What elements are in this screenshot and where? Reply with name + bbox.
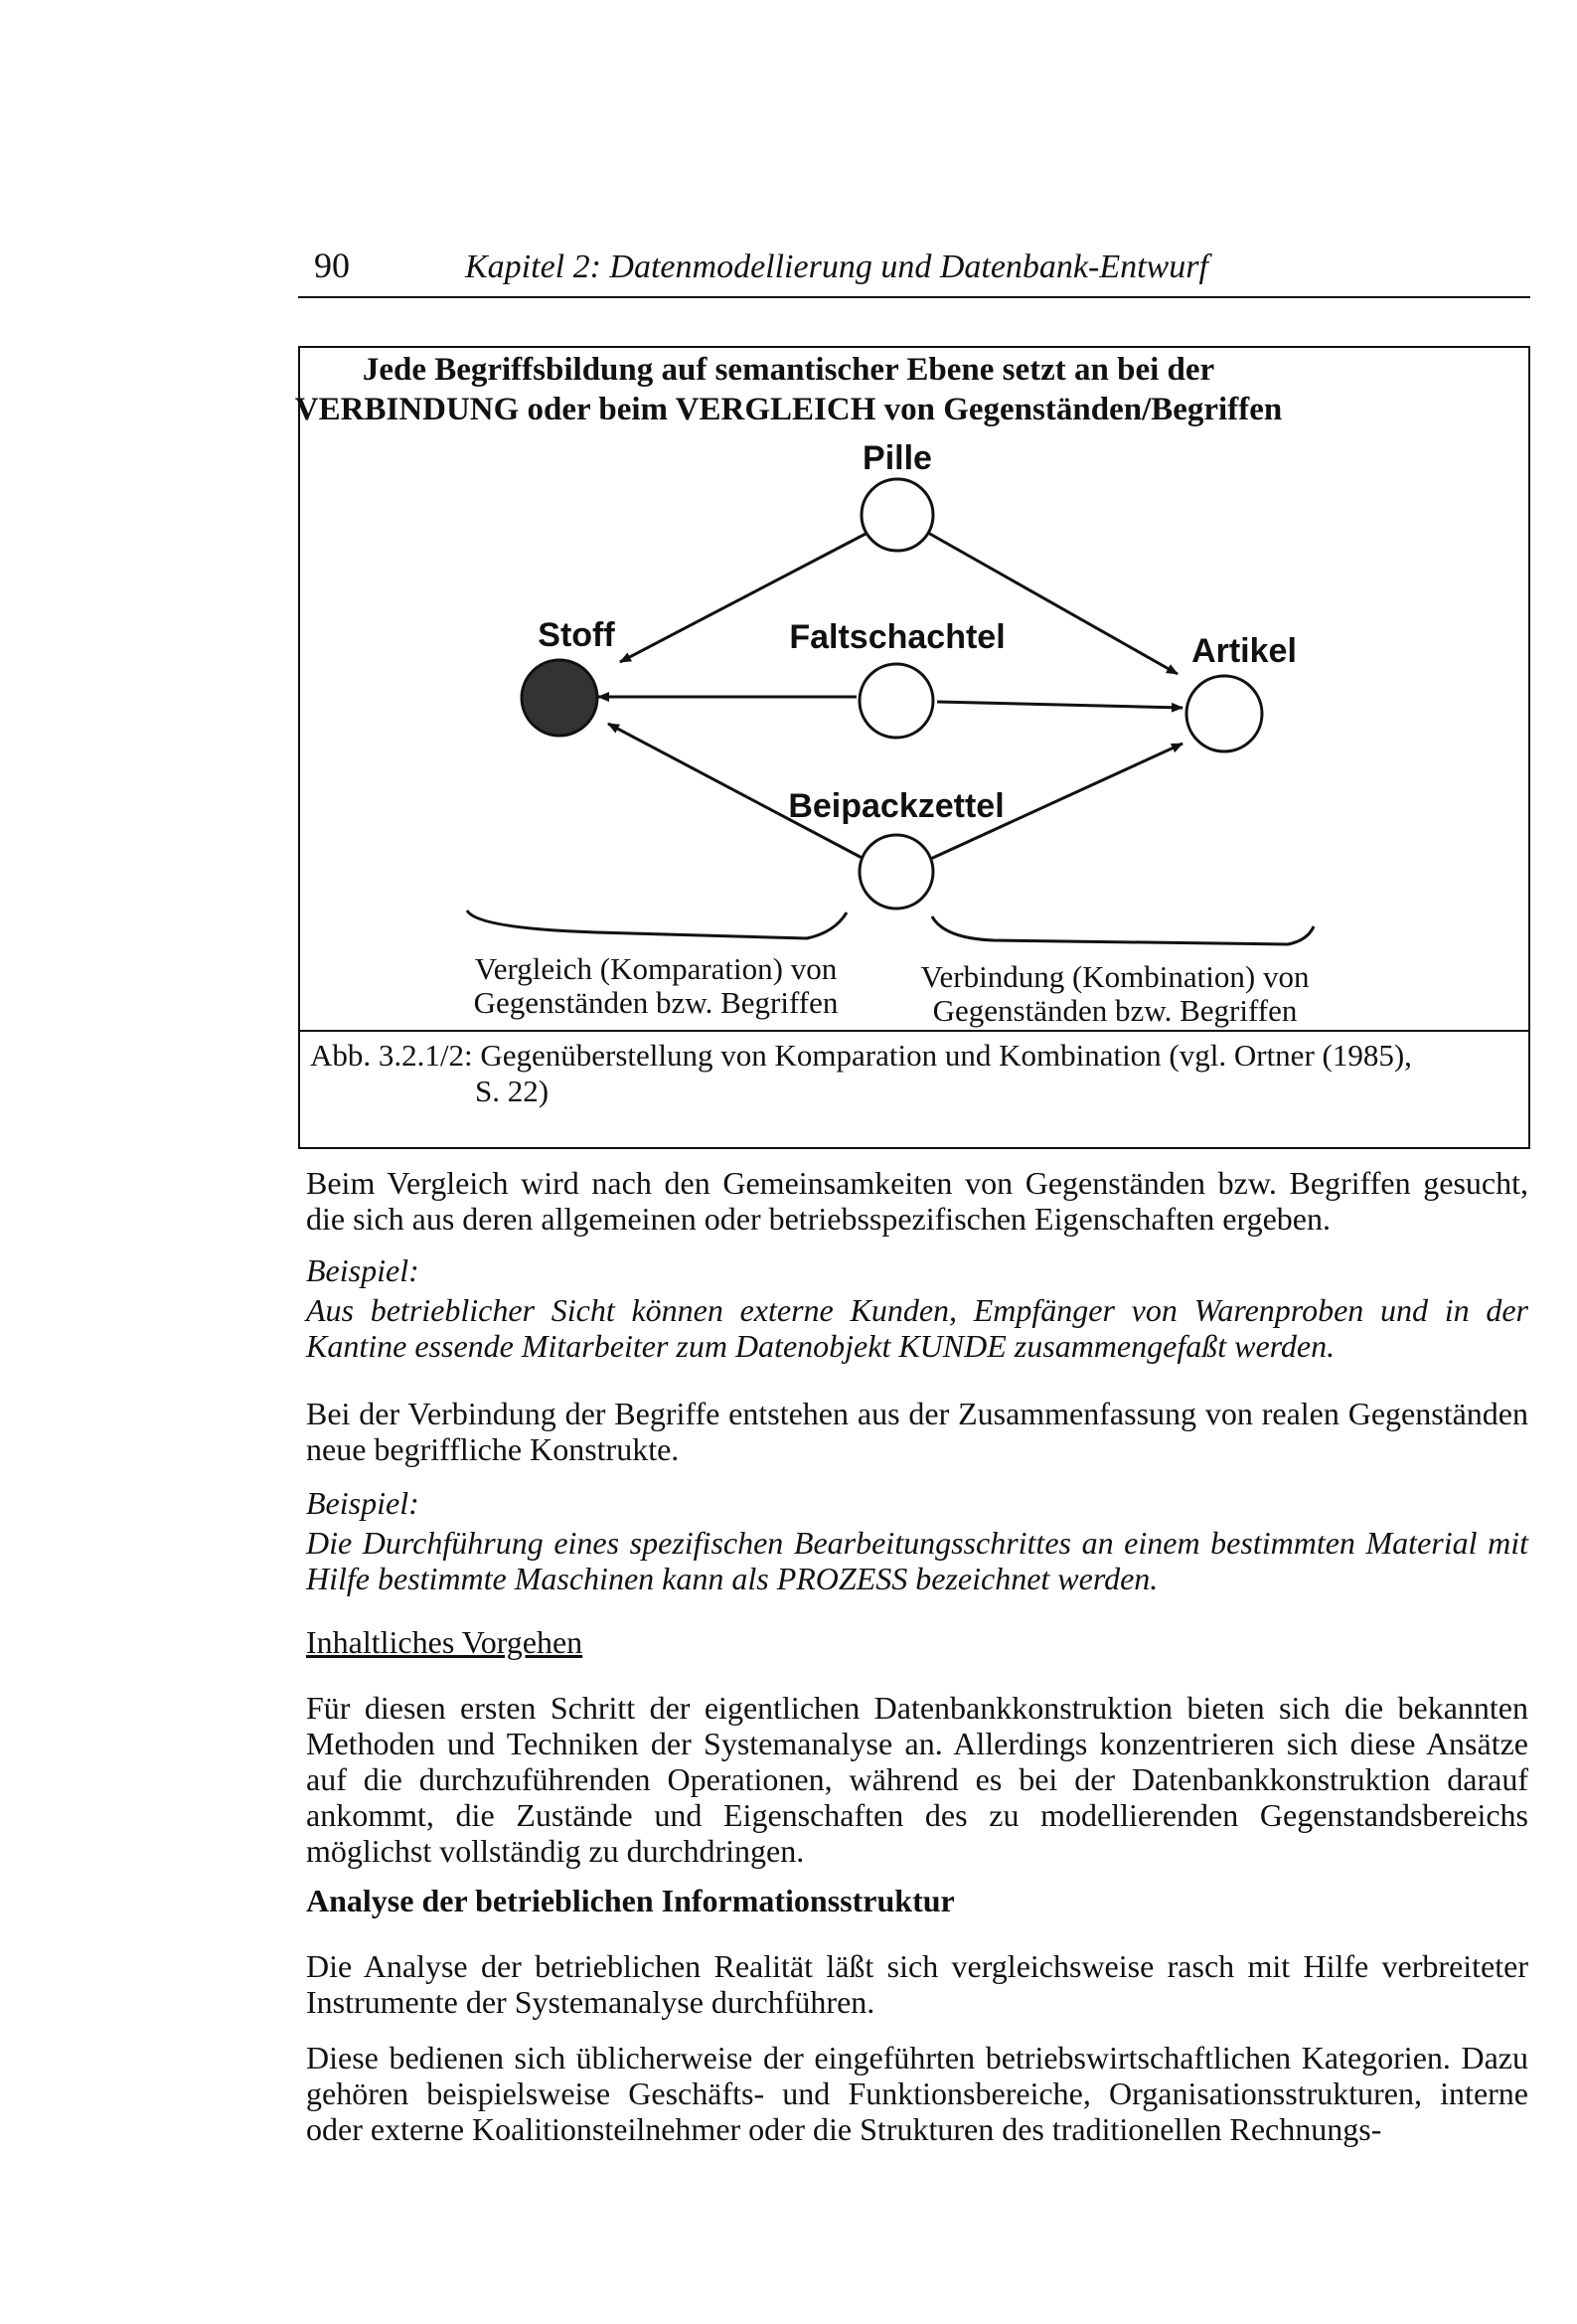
beispiel-text-2: Die Durchführung eines spezifischen Bearbeitungsschrittes an einem bestimmten Material mit Hilfe bestimmte Maschinen kann als PROZESS bezeichnet werden. — [306, 1525, 1528, 1596]
caption-line1: Abb. 3.2.1/2: Gegenüberstellung von Komparation und Kombination (vgl. Ortner (1985), — [310, 1038, 1412, 1073]
left-brace-line1: Vergleich (Komparation) von — [474, 951, 838, 986]
node-pille — [862, 479, 933, 551]
node-label-pille: Pille — [863, 439, 932, 477]
node-label-stoff: Stoff — [538, 616, 615, 654]
node-stoff — [522, 660, 597, 736]
paragraph-analyse: Die Analyse der betrieblichen Realität läßt sich vergleichsweise rasch mit Hilfe verbreiteter Instrumente der Systemanalyse durchführen. — [306, 1948, 1528, 2020]
paragraph-erster-schritt: Für diesen ersten Schritt der eigentlichen Datenbankkonstruktion bieten sich die bekannten Methoden und Techniken der Systemanalyse an. Allerdings konzentrieren sich diese Ansätze auf die durchzuführenden Operationen, während es bei der Datenbankkonstruktion darauf ankommt, die Zustände und Eigenschaften des zu modellierenden Gegenstandsbereichs möglichst vollständig zu durchdringen. — [306, 1690, 1528, 1869]
edge-faltschachtel-artikel — [937, 702, 1183, 708]
node-faltschachtel — [860, 664, 933, 738]
figure-title-line1: Jede Begriffsbildung auf semantischer Ebene setzt an bei der — [362, 352, 1215, 388]
concept-diagram — [0, 0, 1577, 1034]
beispiel-text-1: Aus betrieblicher Sicht können externe Kunden, Empfänger von Warenproben und in der Kantine essende Mitarbeiter zum Datenobjekt KUNDE zusammengefaßt werden. — [306, 1292, 1528, 1364]
node-artikel — [1186, 676, 1262, 751]
heading-inhaltliches-vorgehen: Inhaltliches Vorgehen — [306, 1624, 583, 1660]
page-number: 90 — [314, 246, 350, 285]
beispiel-label-2: Beispiel: — [306, 1485, 419, 1521]
paragraph-vergleich: Beim Vergleich wird nach den Gemeinsamkeiten von Gegenständen bzw. Begriffen gesucht, die sich aus deren allgemeinen oder betriebsspezifischen Eigenschaften ergeben. — [306, 1165, 1528, 1237]
caption-rule — [298, 1030, 1530, 1032]
left-brace — [467, 911, 847, 938]
right-brace — [932, 916, 1314, 944]
node-label-artikel: Artikel — [1191, 632, 1297, 670]
figure-title-line2: VERBINDUNG oder beim VERGLEICH von Gegenständen/Begriffen — [294, 392, 1283, 427]
beispiel-label-1: Beispiel: — [306, 1252, 419, 1288]
node-label-faltschachtel: Faltschachtel — [789, 618, 1006, 656]
node-label-beipackzettel: Beipackzettel — [788, 787, 1005, 825]
left-brace-line2: Gegenständen bzw. Begriffen — [473, 985, 839, 1020]
heading-analyse: Analyse der betrieblichen Informationsstruktur — [306, 1883, 955, 1918]
figure-caption — [310, 1038, 1522, 1109]
paragraph-kategorien: Diese bedienen sich üblicherweise der eingeführten betriebswirtschaftlichen Kategorien. Dazu gehören beispielsweise Geschäfts- und Funktionsbereiche, Organisationsstrukturen, interne oder externe Koalitionsteilnehmer oder die Strukturen des traditionellen Rechnungs- — [306, 2040, 1528, 2147]
chapter-title: Kapitel 2: Datenmodellierung und Datenbank-Entwurf — [465, 249, 1208, 285]
paragraph-verbindung: Bei der Verbindung der Begriffe entstehen aus der Zusammenfassung von realen Gegenständen neue begriffliche Konstrukte. — [306, 1396, 1528, 1467]
right-brace-line1: Verbindung (Kombination) von — [920, 959, 1310, 994]
right-brace-label — [896, 960, 1334, 1028]
right-brace-line2: Gegenständen bzw. Begriffen — [932, 993, 1298, 1028]
node-beipackzettel — [860, 835, 933, 909]
caption-line2: S. 22) — [475, 1074, 550, 1108]
left-brace-label — [447, 952, 865, 1020]
